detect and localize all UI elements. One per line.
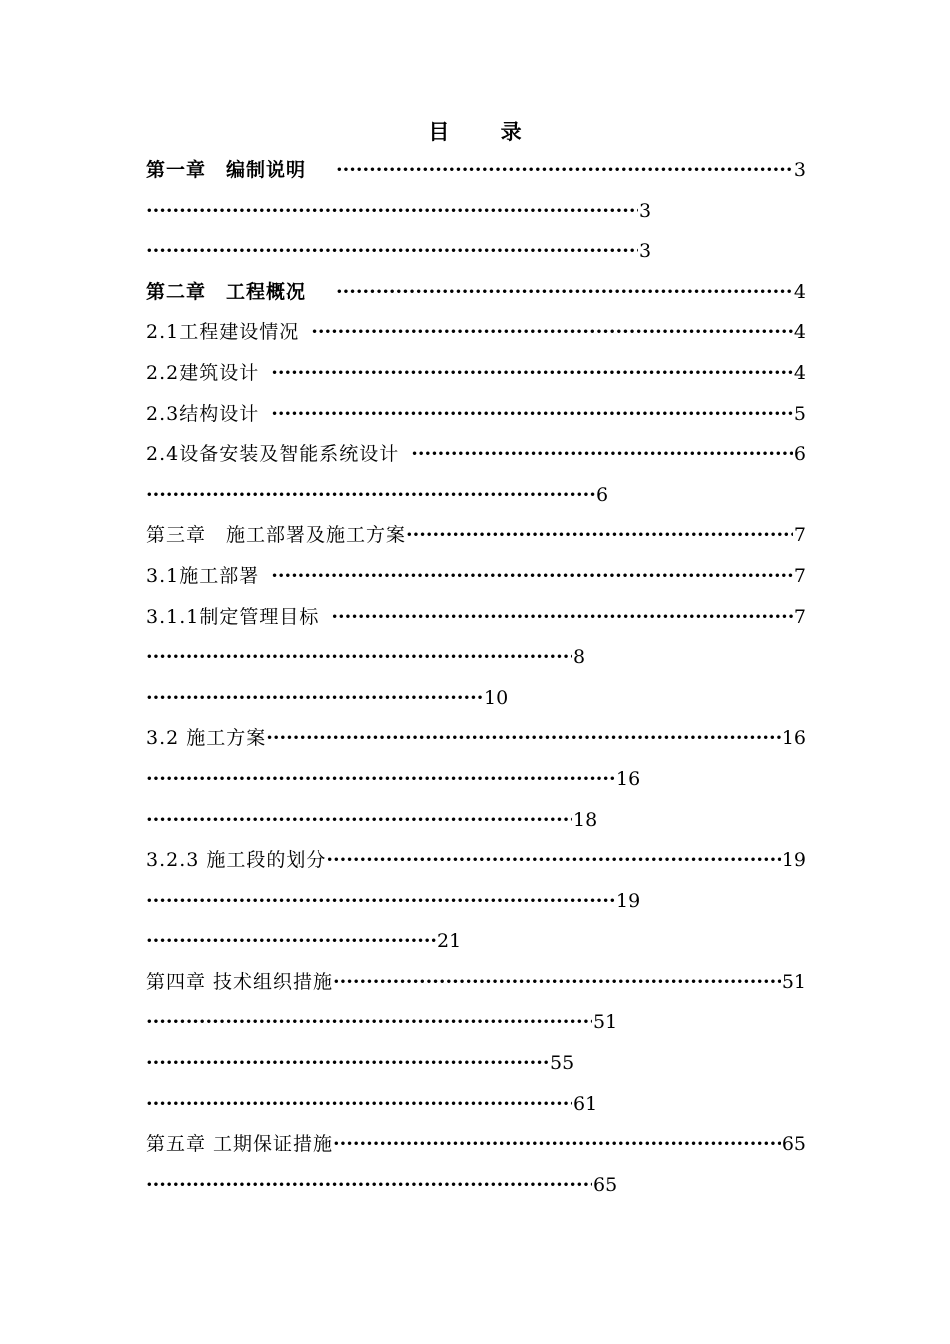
toc-dot-leader: [271, 556, 793, 597]
toc-entry-page-number: 3: [793, 159, 806, 181]
toc-entry-page-number: 55: [550, 1052, 575, 1075]
toc-dot-leader: [311, 312, 793, 353]
toc-title: 目 录: [428, 119, 544, 144]
toc-dot-leader: [271, 353, 793, 394]
toc-entry-label: 3.1.1制定管理目标: [146, 605, 320, 628]
toc-entry[interactable]: [146, 800, 806, 841]
toc-entry[interactable]: [146, 921, 806, 962]
toc-entry-label: 第四章 技术组织措施: [146, 970, 334, 993]
toc-entry-page-number: 10: [484, 686, 509, 709]
toc-dot-leader: [146, 881, 615, 922]
toc-entry-page-number: 3: [639, 199, 652, 222]
toc-dot-leader: [331, 597, 793, 638]
toc-entry[interactable]: [146, 1084, 806, 1125]
toc-entry[interactable]: [146, 475, 806, 516]
toc-entry[interactable]: [146, 231, 806, 272]
toc-entry-page-number: 16: [781, 727, 806, 750]
toc-entry[interactable]: [146, 434, 806, 475]
toc-entry-page-number: 51: [781, 970, 806, 993]
toc-entry-label: 2.4设备安装及智能系统设计: [146, 443, 400, 466]
toc-entry-page-number: 7: [793, 564, 806, 587]
toc-entry-label: 第五章 工期保证措施: [146, 1133, 334, 1156]
toc-entry-page-number: 5: [793, 402, 806, 425]
toc-entry-page-number: 51: [593, 1011, 618, 1034]
toc-entry-page-number: 65: [781, 1133, 806, 1156]
toc-entry[interactable]: [146, 718, 806, 759]
toc-dot-leader: [146, 921, 436, 962]
toc-entry[interactable]: [146, 881, 806, 922]
toc-entry-page-number: 19: [781, 849, 806, 872]
toc-dot-leader: [146, 1165, 592, 1206]
toc-dot-leader: [146, 191, 638, 232]
toc-entry-page-number: 3: [639, 240, 652, 263]
toc-dot-leader: [146, 1084, 572, 1125]
toc-entry[interactable]: [146, 272, 806, 313]
toc-entry[interactable]: [146, 597, 806, 638]
toc-entry-label: 2.1工程建设情况: [146, 321, 300, 344]
toc-dot-leader: [333, 1124, 781, 1165]
toc-dot-leader: [336, 272, 793, 313]
toc-entry-page-number: 7: [793, 605, 806, 628]
toc-entry[interactable]: [146, 353, 806, 394]
toc-dot-leader: [146, 1043, 549, 1084]
toc-dot-leader: [266, 718, 781, 759]
toc-entry-page-number: 8: [573, 646, 586, 669]
toc-list: [146, 150, 806, 1205]
toc-dot-leader: [146, 678, 483, 719]
toc-dot-leader: [336, 150, 793, 191]
toc-entry-page-number: 4: [793, 321, 806, 344]
toc-dot-leader: [271, 394, 793, 435]
toc-entry-page-number: 61: [573, 1092, 598, 1115]
toc-entry-page-number: 65: [593, 1173, 618, 1196]
toc-dot-leader: [406, 515, 793, 556]
toc-dot-leader: [146, 800, 572, 841]
toc-entry[interactable]: [146, 1124, 806, 1165]
toc-entry-page-number: 21: [437, 930, 462, 953]
toc-entry[interactable]: [146, 191, 806, 232]
toc-entry[interactable]: [146, 840, 806, 881]
toc-entry[interactable]: [146, 312, 806, 353]
toc-entry-page-number: 16: [616, 767, 641, 790]
toc-entry[interactable]: [146, 515, 806, 556]
toc-entry-page-number: 7: [793, 524, 806, 547]
toc-entry-label: 第三章 施工部署及施工方案: [146, 524, 407, 547]
toc-entry[interactable]: [146, 637, 806, 678]
toc-entry[interactable]: [146, 394, 806, 435]
toc-dot-leader: [411, 434, 793, 475]
toc-entry[interactable]: [146, 678, 806, 719]
toc-entry-label: 第二章 工程概况: [146, 280, 307, 303]
toc-dot-leader: [333, 962, 781, 1003]
toc-entry-page-number: 4: [793, 361, 806, 384]
toc-dot-leader: [146, 637, 572, 678]
toc-dot-leader: [326, 840, 780, 881]
toc-entry[interactable]: [146, 150, 806, 191]
toc-dot-leader: [146, 1002, 592, 1043]
toc-entry[interactable]: [146, 1002, 806, 1043]
toc-entry[interactable]: [146, 759, 806, 800]
toc-entry-label: 2.2建筑设计: [146, 361, 260, 384]
toc-entry-page-number: 6: [793, 443, 806, 466]
toc-entry[interactable]: [146, 556, 806, 597]
toc-entry-label: 3.2.3 施工段的划分: [146, 849, 327, 872]
toc-entry-page-number: 18: [573, 808, 598, 831]
toc-entry-label: 3.2 施工方案: [146, 727, 267, 750]
toc-entry[interactable]: [146, 1043, 806, 1084]
toc-entry[interactable]: [146, 1165, 806, 1206]
toc-dot-leader: [146, 475, 595, 516]
toc-dot-leader: [146, 759, 615, 800]
toc-entry-page-number: 6: [596, 483, 609, 506]
toc-entry-page-number: 4: [793, 280, 806, 303]
toc-entry-label: 第一章 编制说明: [146, 159, 307, 181]
toc-entry[interactable]: [146, 962, 806, 1003]
toc-dot-leader: [146, 231, 638, 272]
toc-entry-page-number: 19: [616, 889, 641, 912]
toc-entry-label: 3.1施工部署: [146, 564, 260, 587]
toc-entry-label: 2.3结构设计: [146, 402, 260, 425]
